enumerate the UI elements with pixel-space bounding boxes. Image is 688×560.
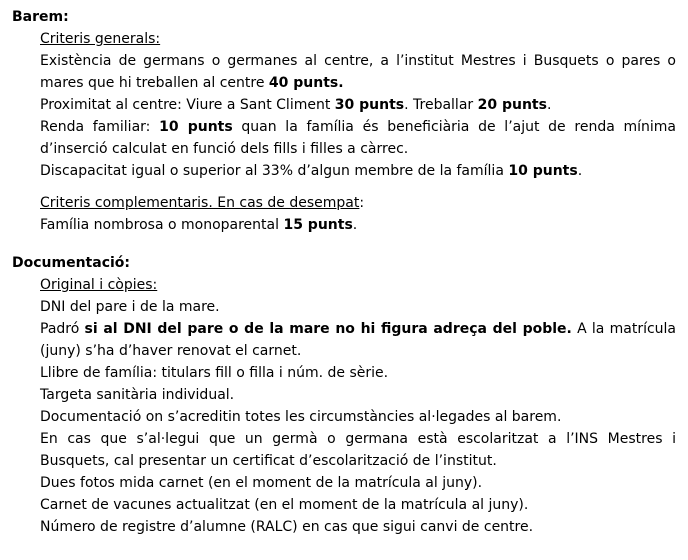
original-copies-title: Original i còpies:: [40, 277, 158, 293]
criteri-proximitat-end: .: [546, 97, 552, 113]
document: [12, 6, 680, 538]
criteri-discapacitat-text: Discapacitat igual o superior al 33% d’algun membre de la família: [40, 163, 509, 179]
criteris-generals-title: Criteris generals:: [40, 31, 161, 47]
criteri-proximitat: [40, 94, 676, 116]
documentacio-section: [40, 274, 676, 538]
doc-vacunes: Carnet de vacunes actualitzat (en el moment de la matrícula al juny).: [40, 497, 529, 513]
doc-ralc: Número de registre d’alumne (RALC) en cas que sigui canvi de centre.: [40, 519, 534, 535]
doc-dni: DNI del pare i de la mare.: [40, 299, 220, 315]
criteri-proximitat-text-2: . Treballar: [404, 97, 478, 113]
barem-section: [40, 28, 676, 236]
documentacio-heading: Documentació:: [12, 255, 131, 271]
doc-germa-escolaritzat: En cas que s’al·legui que un germà o germana està escolaritzat a l’INS Mestres i Busquets, cal presentar un certificat d’escolarització de l’institut.: [40, 431, 676, 469]
criteri-germans: [40, 50, 676, 94]
criteri-nombrosa-points: 15 punts: [283, 217, 353, 233]
criteri-discapacitat-end: .: [577, 163, 583, 179]
criteris-complementaris-line: [40, 192, 676, 214]
criteri-nombrosa-text: Família nombrosa o monoparental: [40, 217, 284, 233]
criteris-complementaris-colon: :: [359, 195, 365, 211]
criteri-discapacitat-points: 10 punts: [508, 163, 578, 179]
doc-padro: [40, 318, 676, 362]
criteri-proximitat-points-treballar: 20 punts: [477, 97, 547, 113]
doc-padro-text: Padró: [40, 321, 85, 337]
criteri-renda: [40, 116, 676, 160]
criteri-proximitat-points-viure: 30 punts: [334, 97, 405, 113]
doc-circumstancies: Documentació on s’acreditin totes les circumstàncies al·legades al barem.: [40, 409, 562, 425]
criteri-renda-points: 10 punts: [159, 119, 233, 135]
criteri-germans-points: 40 punts.: [268, 75, 344, 91]
doc-padro-text-2: A la matrícula (juny) s’ha d’haver renovat el carnet.: [40, 321, 676, 359]
barem-heading: Barem:: [12, 9, 69, 25]
criteri-germans-text: Existència de germans o germanes al centre, a l’institut Mestres i Busquets o pares o mares que hi treballen al centre: [40, 53, 676, 91]
criteri-nombrosa-end: .: [352, 217, 358, 233]
criteri-discapacitat: [40, 160, 676, 182]
criteri-proximitat-text: Proximitat al centre: Viure a Sant Climent: [40, 97, 335, 113]
criteri-nombrosa: [40, 214, 676, 236]
criteris-complementaris-title: Criteris complementaris. En cas de desempat: [40, 195, 360, 211]
doc-llibre-familia: Llibre de família: titulars fill o filla i núm. de sèrie.: [40, 365, 389, 381]
doc-fotos: Dues fotos mida carnet (en el moment de la matrícula al juny).: [40, 475, 483, 491]
criteri-renda-text: Renda familiar:: [40, 119, 160, 135]
doc-targeta-sanitaria: Targeta sanitària individual.: [40, 387, 235, 403]
criteri-renda-text-2: quan la família és beneficiària de l’ajut de renda mínima d’inserció calculat en funció dels fills i filles a càrrec.: [40, 119, 676, 157]
doc-padro-bold: si al DNI del pare o de la mare no hi figura adreça del poble.: [84, 321, 572, 337]
